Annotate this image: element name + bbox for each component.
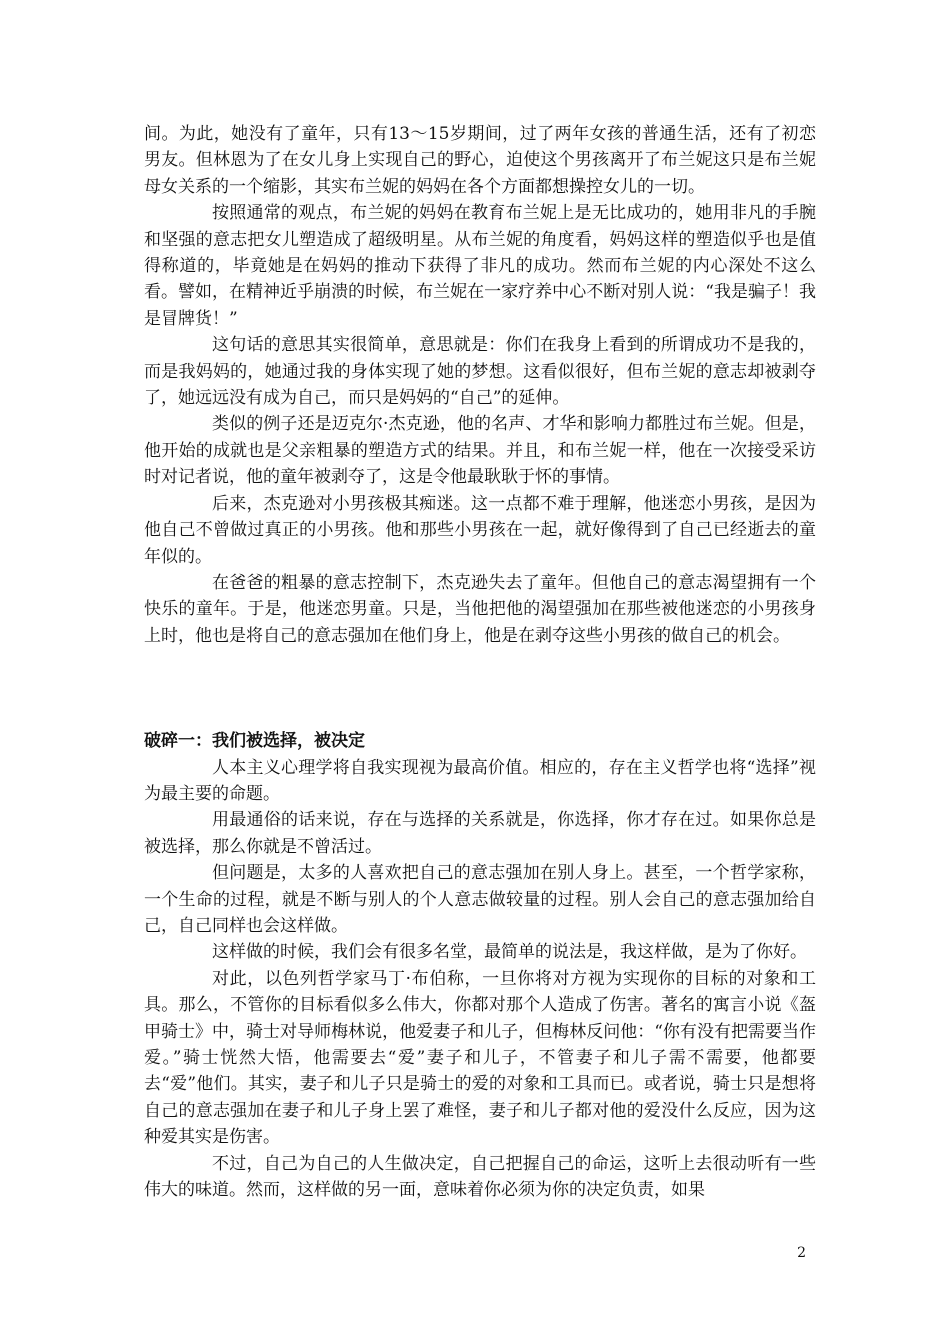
paragraph: 间。为此，她没有了童年，只有13～15岁期间，过了两年女孩的普通生活，还有了初恋男友。但林恩为了在女儿身上实现自己的野心，迫使这个男孩离开了布兰妮这只是布兰妮母女关系的一个缩影，其实布兰妮的妈妈在各个方面都想操控女儿的一切。 <box>144 124 816 197</box>
paragraph: 后来，杰克逊对小男孩极其痴迷。这一点都不难于理解，他迷恋小男孩，是因为他自己不曾做过真正的小男孩。他和那些小男孩在一起，就好像得到了自己已经逝去的童年似的。 <box>144 493 816 567</box>
top-paragraph-group <box>144 121 816 649</box>
paragraph: 但问题是，太多的人喜欢把自己的意志强加在别人身上。甚至，一个哲学家称，一个生命的过程，就是不断与别人的个人意志做较量的过程。别人会自己的意志强加给自己，自己同样也会这样做。 <box>144 863 816 936</box>
section-spacer <box>144 649 816 728</box>
page-number: 2 <box>797 1245 806 1261</box>
paragraph: 不过，自己为自己的人生做决定，自己把握自己的命运，这听上去很动听有一些伟大的味道。然而，这样做的另一面，意味着你必须为你的决定负责，如果 <box>144 1153 816 1201</box>
paragraph: 用最通俗的话来说，存在与选择的关系就是，你选择，你才存在过。如果你总是被选择，那么你就是不曾活过。 <box>144 810 816 857</box>
paragraph: 对此，以色列哲学家马丁·布伯称，一旦你将对方视为实现你的目标的对象和工具。那么，不管你的目标看似多么伟大，你都对那个人造成了伤害。著名的寓言小说《盔甲骑士》中，骑士对导师梅林说，他爱妻子和儿子，但梅林反问他：“你有没有把需要当作爱。”骑士恍然大悟，他需要去“爱”妻子和儿子，不管妻子和儿子需不需要，他都要去“爱”他们。其实，妻子和儿子只是骑士的爱的对象和工具而已。或者说，骑士只是想将自己的意志强加在妻子和儿子身上罢了难怪，妻子和儿子都对他的爱没什么反应，因为这种爱其实是伤害。 <box>144 968 816 1148</box>
document-body <box>144 121 816 1203</box>
paragraph: 在爸爸的粗暴的意志控制下，杰克逊失去了童年。但他自己的意志渴望拥有一个快乐的童年。于是，他迷恋男童。只是，当他把他的渴望强加在那些被他迷恋的小男孩身上时，他也是将自己的意志强加在他们身上，他是在剥夺这些小男孩的做自己的机会。 <box>144 572 816 646</box>
section-heading: 破碎一：我们被选择，被决定 <box>144 731 365 752</box>
paragraph: 这句话的意思其实很简单，意思就是：你们在我身上看到的所谓成功不是我的，而是我妈妈的，她通过我的身体实现了她的梦想。这看似很好，但布兰妮的意志却被剥夺了，她远远没有成为自己，而只是妈妈的“自己”的延伸。 <box>144 335 816 409</box>
paragraph: 人本主义心理学将自我实现视为最高价值。相应的，存在主义哲学也将“选择”视为最主要的命题。 <box>144 757 816 804</box>
paragraph: 类似的例子还是迈克尔·杰克逊，他的名声、才华和影响力都胜过布兰妮。但是，他开始的成就也是父亲粗暴的塑造方式的结果。并且，和布兰妮一样，他在一次接受采访时对记者说，他的童年被剥夺了，这是令他最耿耿于怀的事情。 <box>144 414 816 488</box>
section-paragraph-group <box>144 755 816 1204</box>
paragraph: 这样做的时候，我们会有很多名堂，最简单的说法是，我这样做，是为了你好。 <box>212 942 807 963</box>
paragraph: 按照通常的观点，布兰妮的妈妈在教育布兰妮上是无比成功的，她用非凡的手腕和坚强的意志把女儿塑造成了超级明星。从布兰妮的角度看，妈妈这样的塑造似乎也是值得称道的，毕竟她是在妈妈的推动下获得了非凡的成功。然而布兰妮的内心深处不这么看。譬如，在精神近乎崩溃的时候，布兰妮在一家疗养中心不断对别人说：“我是骗子！我是冒牌货！” <box>144 203 816 329</box>
